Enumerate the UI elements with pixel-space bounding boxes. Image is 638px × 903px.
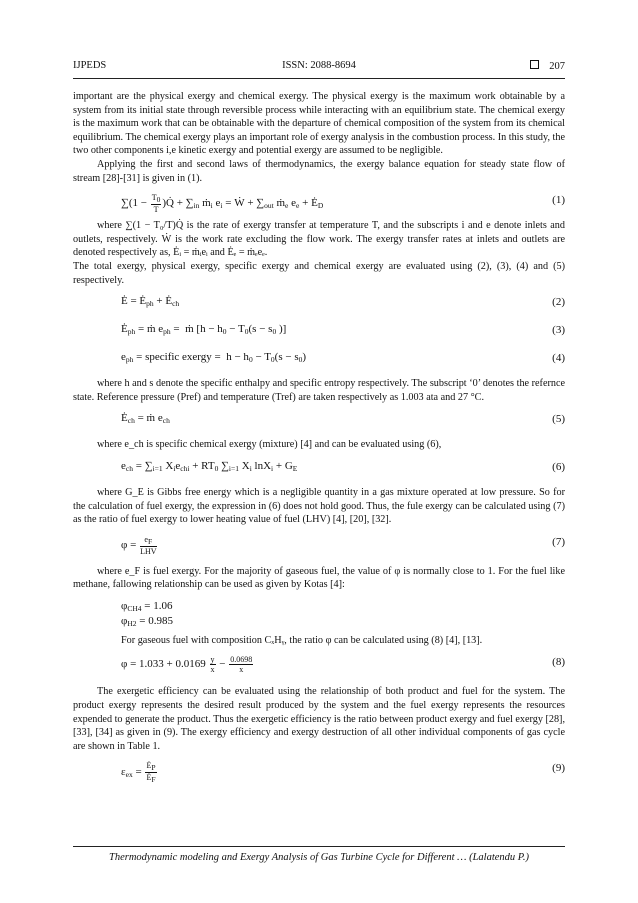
equation-number: (6): [552, 460, 565, 473]
page-number-block: [530, 60, 565, 72]
running-header: [73, 60, 565, 76]
footer-rule: [73, 846, 565, 847]
paragraph: For gaseous fuel with composition CₓHᵧ, the ratio φ can be calculated using (8) [4], [13].: [121, 634, 483, 646]
running-footer: Thermodynamic modeling and Exergy Analysis of Gas Turbine Cycle for Different … (Lalatendu P.): [109, 852, 529, 863]
equation-8: φ = 1.033 + 0.0169 $\frac{y}{x}$ − $\frac{0.0698}{x}$ (8): [121, 655, 565, 675]
equation-1: ∑(1 − $\frac{T0}{T}$ )Q̇ + $\sum_{in}$ ṁ$_i$ $e_i$ = Ẇ + $\sum_{out}$ ṁ$_e$ $e_e$ + $Ė_D$ (1): [121, 193, 565, 215]
equation-2: Ė = $Ė_{ph}$ + $Ė_{ch}$ (2): [121, 295, 565, 309]
phi-ch4: $\varphi_{CH4} = 1.06$: [121, 599, 173, 613]
paragraph: where G_E is Gibbs free energy which is a negligible quantity in a gas mixture operated at low pressure. So for the calculation of fuel exergy, the expression in (6) does not hold good. Thus, the fule exergy can be calculated using (7) as the ratio of fuel exergy to lower heating value of fuel (LHV) [4], [20], [32].: [73, 486, 565, 526]
checkbox-square-icon: [530, 60, 539, 69]
paragraph: where h and s denote the specific enthalpy and specific entropy respectively. The subscript ‘0’ denotes the refernce state. Reference pressure (Pref) and temperature (Tref) are taken respectively as 1.003 ata and 27 °C.: [73, 378, 565, 403]
paragraph: where e_ch is specific chemical exergy (mixture) [4] and can be evaluated using (6),: [97, 439, 442, 451]
equation-6: $e_{ch} = \sum_{i=1}$ $X_ie_{chi} + RT_0$ $\sum_{i=1}$ $X_i$ $\ln X_i + G_E$ (6): [121, 459, 565, 473]
journal-name: IJPEDS: [73, 60, 107, 71]
equation-4: $e_{ph}$ = specific exergy = $h - h_0 - T_0(s - s_0)$ (4): [121, 351, 565, 365]
paragraph: Applying the first and second laws of thermodynamics, the exergy balance equation for steady state flow of stream [28]-[31] is given in (1).: [73, 158, 565, 184]
phi-h2-value: 0.985: [148, 614, 173, 627]
paragraph: The exergetic efficiency can be evaluated using the relationship of both product and fuel for the system. The product exergy represents the desired result produced by the system and the fuel exergy represents the resources expended to generate the product. Thus the exergetic efficiency is the ratio between product exergy and fuel exergy [28], [33], [34] as given in (9). The exergy efficiency and exergy destruction of all other individual components of gas cycle are shown in Table 1.: [73, 686, 565, 752]
header-rule: [73, 78, 565, 79]
paragraph: The total exergy, physical exergy, specific exergy and chemical exergy are evaluated using (2), (3), (4) and (5) respectively.: [73, 260, 565, 286]
equation-number: (7): [552, 535, 565, 548]
phi-ch4-value: 1.06: [153, 599, 173, 612]
equation-number: (1): [552, 194, 565, 207]
body-text: [73, 90, 565, 791]
paragraph: where ∑(1 − T₀/T)Q̇ is the rate of exergy transfer at temperature T, and the subscripts i and e denote inlets and outlets, respectively. Ẇ is the work rate excluding the flow work. The exergy transfer rates at inlets and outlets are denoted respectively as, Ėᵢ = ṁᵢeᵢ and Ėₑ = ṁₑeₑ.: [73, 220, 565, 259]
issn: ISSN: 2088-8694: [282, 60, 356, 71]
page-number: 207: [549, 61, 565, 72]
phi-h2: $\varphi_{H2} = 0.985$: [121, 614, 173, 628]
equation-3: $Ė_{ph}$ = ṁ $e_{ph}$ = ṁ [$h - h_0 - T_0(s - s_0$ )] (3): [121, 323, 565, 337]
paragraph: where e_F is fuel exergy. For the majority of gaseous fuel, the value of φ is normally close to 1. For the fuel like methane, fallowing relationship can be used as given by Kotas [4]:: [73, 565, 565, 591]
equation-number: (4): [552, 352, 565, 365]
equation-number: (8): [552, 656, 565, 669]
equation-number: (3): [552, 324, 565, 337]
equation-7: φ = $\frac{eF}{\text{LHV}}$ (7): [121, 534, 565, 556]
paragraph: important are the physical exergy and chemical exergy. The physical exergy is the maximum work obtainable by a system from its initial state through reversible process while interacting with an equilibrium state. The chemical exergy is the maximum work that can be obtainable with the departure of chemical composition of the system from its chemical equilibrium. The chemical exergy plays an important role of exergy analysis in the combustion process. In this study, the two other components i,e kinetic exergy and potential exergy are assumed to be negligible.: [73, 91, 565, 157]
equation-number: (2): [552, 296, 565, 309]
equation-9: $\varepsilon_{ex}$ = $\frac{ĖP}{ĖF}$ (9): [121, 761, 565, 785]
equation-5: $Ė_{ch}$ = ṁ $e_{ch}$ (5): [121, 412, 565, 426]
equation-number: (9): [552, 762, 565, 775]
equation-number: (5): [552, 413, 565, 426]
